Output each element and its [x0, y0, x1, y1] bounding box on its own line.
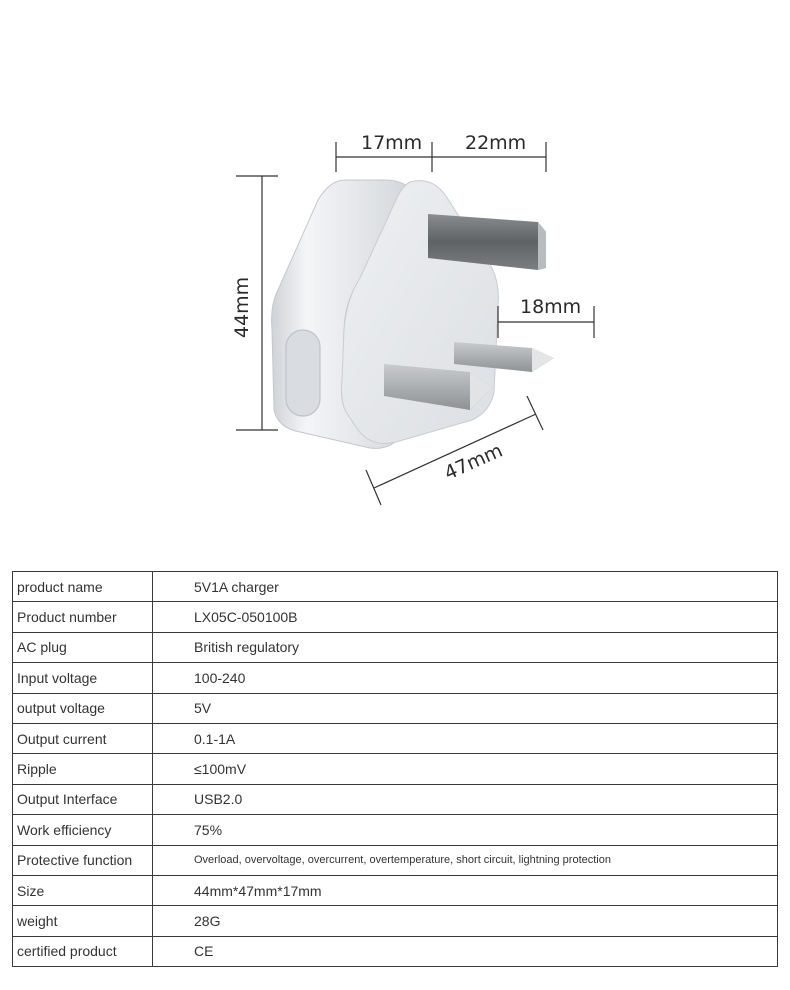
dim-17mm-label: 17mm — [361, 132, 423, 154]
spec-row — [13, 754, 778, 784]
spec-row — [13, 572, 778, 602]
spec-label: product name — [13, 572, 153, 602]
spec-value: ≤100mV — [153, 754, 778, 784]
spec-value: LX05C-050100B — [153, 602, 778, 632]
spec-value: CE — [153, 936, 778, 966]
spec-row — [13, 815, 778, 845]
charger-image — [272, 180, 554, 448]
dim-22mm-label: 22mm — [465, 132, 527, 154]
spec-label: Output current — [13, 723, 153, 753]
usb-port — [286, 330, 320, 416]
spec-row — [13, 602, 778, 632]
dim-44mm-label: 44mm — [231, 276, 253, 338]
spec-label: Input voltage — [13, 663, 153, 693]
spec-row — [13, 693, 778, 723]
spec-label: AC plug — [13, 632, 153, 662]
spec-row — [13, 632, 778, 662]
spec-label: Protective function — [13, 845, 153, 875]
spec-value: 0.1-1A — [153, 723, 778, 753]
spec-label: Work efficiency — [13, 815, 153, 845]
dim-47mm-label: 47mm — [441, 439, 506, 485]
spec-value: 5V1A charger — [153, 572, 778, 602]
spec-value: 28G — [153, 906, 778, 936]
dim-18mm-label: 18mm — [520, 296, 582, 318]
spec-label: Size — [13, 875, 153, 905]
spec-label: Ripple — [13, 754, 153, 784]
spec-label: Product number — [13, 602, 153, 632]
spec-row — [13, 875, 778, 905]
spec-value: Overload, overvoltage, overcurrent, overtemperature, short circuit, lightning protection — [153, 845, 778, 875]
spec-table — [12, 571, 778, 967]
spec-value: 5V — [153, 693, 778, 723]
spec-row — [13, 936, 778, 966]
spec-label: certified product — [13, 936, 153, 966]
spec-label: weight — [13, 906, 153, 936]
spec-label: Output Interface — [13, 784, 153, 814]
spec-row — [13, 845, 778, 875]
spec-row — [13, 784, 778, 814]
spec-value: 44mm*47mm*17mm — [153, 875, 778, 905]
spec-label: output voltage — [13, 693, 153, 723]
spec-value: 100-240 — [153, 663, 778, 693]
spec-row — [13, 723, 778, 753]
spec-table-body — [13, 572, 778, 967]
spec-row — [13, 663, 778, 693]
spec-value: British regulatory — [153, 632, 778, 662]
spec-value: USB2.0 — [153, 784, 778, 814]
spec-row — [13, 906, 778, 936]
spec-value: 75% — [153, 815, 778, 845]
